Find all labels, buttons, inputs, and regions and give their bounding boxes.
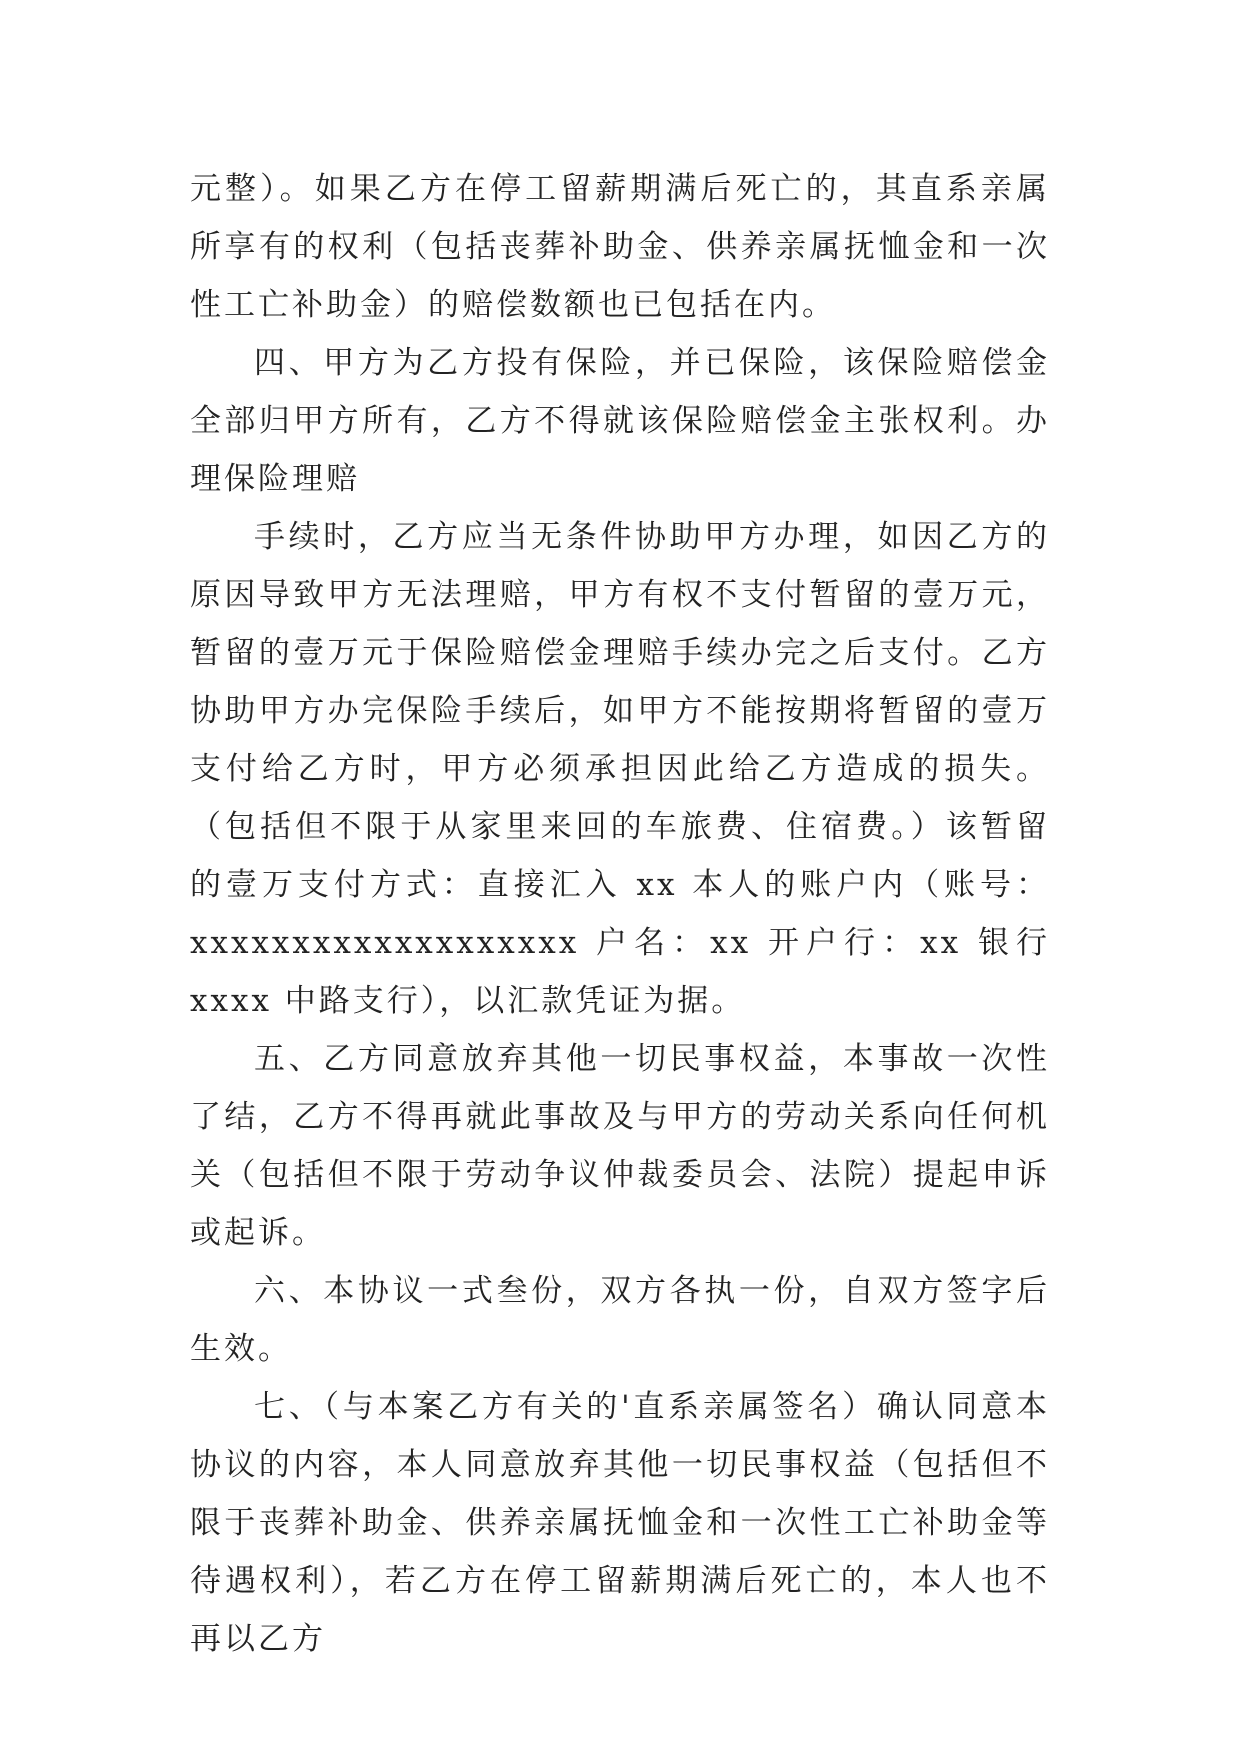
paragraph-clause-five: 五、乙方同意放弃其他一切民事权益，本事故一次性了结，乙方不得再就此事故及与甲方的劳动关系向任何机关（包括但不限于劳动争议仲裁委员会、法院）提起申诉或起诉。 [190,1041,1050,1251]
paragraph-insurance-procedure: 手续时，乙方应当无条件协助甲方办理，如因乙方的原因导致甲方无法理赔，甲方有权不支付暂留的壹万元，暂留的壹万元于保险赔偿金理赔手续办完之后支付。乙方协助甲方办完保险手续后，如甲方不能按期将暂留的壹万支付给乙方时，甲方必须承担因此给乙方造成的损失。（包括但不限于从家里来回的车旅费、住宿费。）该暂留的壹万支付方式：直接汇入 xx 本人的账户内（账号：xxxxxxxxxxxxxxxxxxx 户名：xx 开户行：xx 银行 xxxx 中路支行），以汇款凭证为据。 [190,519,1050,1019]
paragraph-clause-six: 六、本协议一式叁份，双方各执一份，自双方签字后生效。 [190,1273,1050,1367]
document-body [190,160,1050,1668]
paragraph-clause-four: 四、甲方为乙方投有保险，并已保险，该保险赔偿金全部归甲方所有，乙方不得就该保险赔偿金主张权利。办理保险理赔 [190,345,1050,497]
paragraph-clause-seven: 七、（与本案乙方有关的'直系亲属签名）确认同意本协议的内容，本人同意放弃其他一切民事权益（包括但不限于丧葬补助金、供养亲属抚恤金和一次性工亡补助金等待遇权利），若乙方在停工留薪期满后死亡的，本人也不再以乙方 [190,1389,1050,1657]
paragraph-continuation-compensation: 元整）。如果乙方在停工留薪期满后死亡的，其直系亲属所享有的权利（包括丧葬补助金、供养亲属抚恤金和一次性工亡补助金）的赔偿数额也已包括在内。 [190,171,1050,323]
